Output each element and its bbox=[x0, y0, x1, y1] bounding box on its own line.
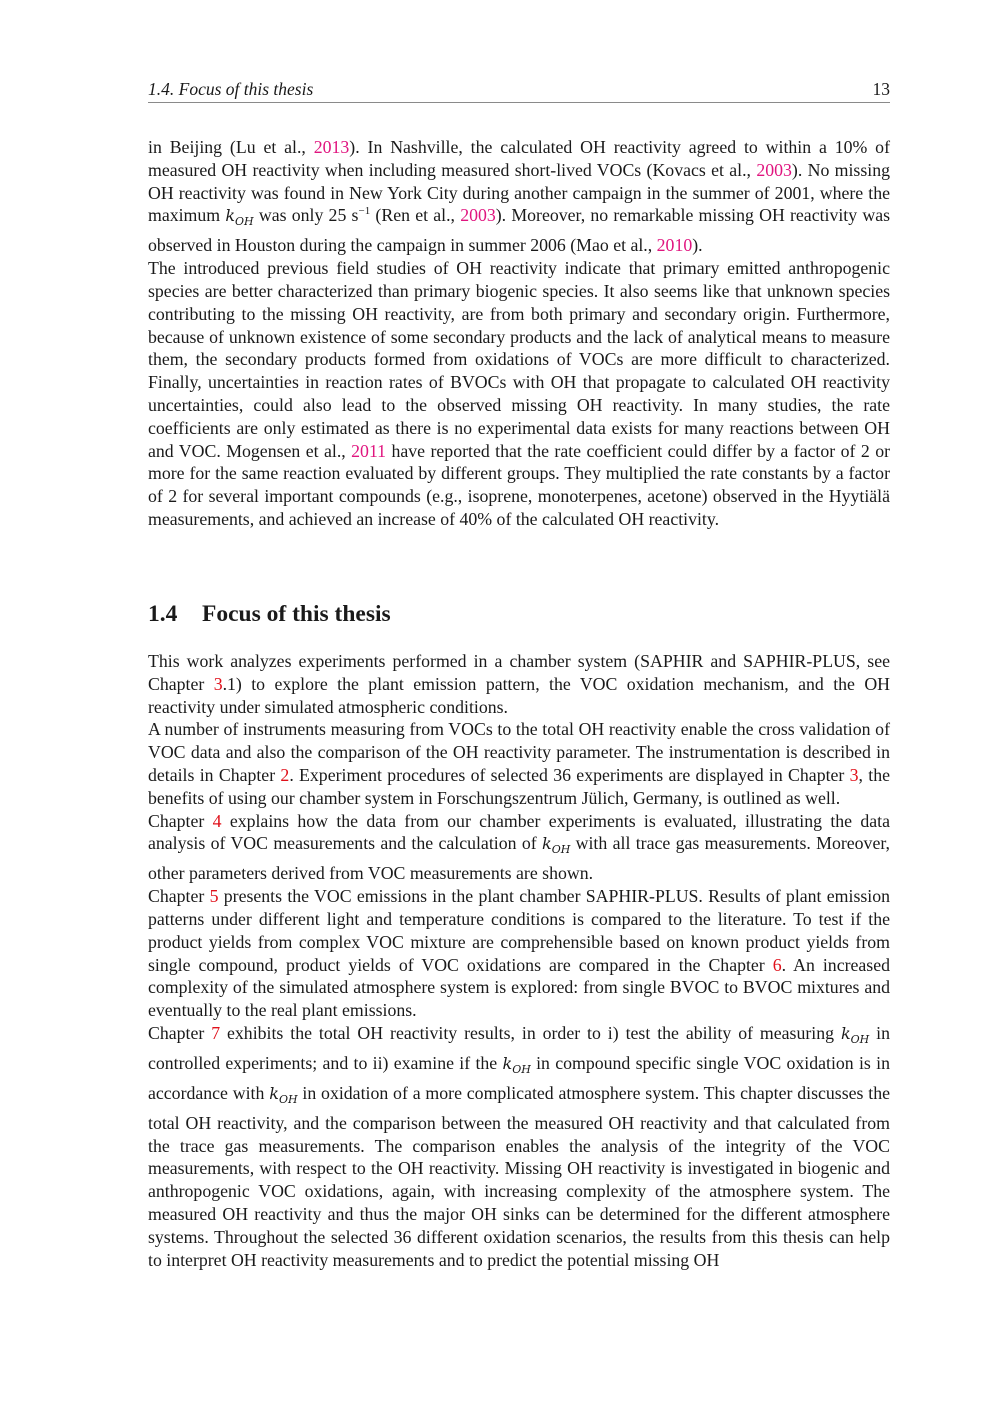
chapter-ref-3b[interactable]: 3 bbox=[849, 764, 859, 785]
page-number: 13 bbox=[872, 79, 890, 99]
citation-link-mao-2010[interactable]: 2010 bbox=[656, 235, 693, 256]
citation-link-kovacs-2003[interactable]: 2003 bbox=[756, 159, 792, 180]
chapter-ref-6[interactable]: 6 bbox=[772, 954, 782, 975]
citation-link-ren-2003[interactable]: 2003 bbox=[460, 205, 496, 226]
math-k-oh: $k_{OH}$ bbox=[502, 1053, 531, 1077]
section-heading bbox=[148, 601, 391, 628]
paragraph-field-studies-end: in Beijing (Lu et al., 2013). In Nashville, the calculated OH reactivity agreed to within a 10% of measured OH reactivity when including measured short-lived VOCs (Kovacs et al., 2003). No missing OH reactivity was found in New York City during another campaign in the summer of 2001, where the maximum $k_{OH}$ was only 25 $s^{-1}$ (Ren et al., 2003). Moreover, no remarkable missing OH reactivity was observed in Houston during the campaign in summer 2006 (Mao et al., 2010). bbox=[148, 137, 891, 256]
section-title: Focus of this thesis bbox=[202, 601, 391, 627]
math-k-oh: $k_{OH}$ bbox=[840, 1023, 870, 1047]
section-number: 1.4 bbox=[148, 601, 178, 627]
paragraph-overview: This work analyzes experiments performed in a chamber system (SAPHIR and SAPHIR-PLUS, see Chapter 3.1) to explore the plant emission pattern, the VOC oxidation mechanism, and the OH reactivity under simulated atmospheric conditions. bbox=[148, 651, 891, 717]
chapter-ref-3[interactable]: 3 bbox=[213, 673, 223, 694]
chapter-ref-4[interactable]: 4 bbox=[212, 810, 222, 831]
paragraph-chapter-4: Chapter 4 explains how the data from our chamber experiments is evaluated, illustrating the data analysis of VOC measurements and the calculation of $k_{OH}$ with all trace gas measurements. Moreover, other parameters derived from VOC measurements are shown. bbox=[148, 810, 890, 884]
citation-link-lu-2013[interactable]: 2013 bbox=[313, 137, 350, 157]
section-body bbox=[148, 650, 890, 1271]
chapter-ref-2[interactable]: 2 bbox=[280, 764, 290, 785]
paragraph-missing-reactivity-summary: The introduced previous field studies of OH reactivity indicate that primary emitted anthropogenic species are better characterized than primary biogenic species. It also seems like that unknown species contributing to the missing OH reactivity, are from both primary and secondary origin. Furthermore, because of unknown existence of some secondary products and the lack of analytical means to measure them, the secondary products formed from oxidations of VOCs are more difficult to characterized. Finally, uncertainties in reaction rates of BVOCs with OH that propagate to calculated OH reactivity uncertainties, could also lead to the observed missing OH reactivity. In many studies, the rate coefficients are only estimated as there is no experimental data exists for many reactions between OH and VOC. Mogensen et al., 2011 have reported that the rate coefficient could differ by a factor of 2 or more for the same reaction evaluated by different groups. They multiplied the rate constants by a factor of 2 for several important compounds (e.g., isoprene, monoterpenes, acetone) observed in the Hyytiälä measurements, and achieved an increase of 40% of the calculated OH reactivity. bbox=[148, 258, 891, 529]
citation-link-mogensen-2011[interactable]: 2011 bbox=[351, 440, 387, 461]
chapter-ref-7[interactable]: 7 bbox=[211, 1022, 221, 1043]
paragraph-instruments: A number of instruments measuring from VOCs to the total OH reactivity enable the cross validation of VOC data and also the comparison of the OH reactivity parameter. The instrumentation is described in details in Chapter 2. Experiment procedures of selected 36 experiments are displayed in Chapter 3, the benefits of using our chamber system in Forschungszentrum Jülich, Germany, is outlined as well. bbox=[148, 719, 890, 808]
math-k-oh: $k_{OH}$ bbox=[541, 834, 571, 857]
running-header bbox=[148, 78, 890, 103]
previous-section-text bbox=[148, 136, 890, 531]
chapter-ref-5[interactable]: 5 bbox=[209, 886, 219, 907]
paragraph-chapter-5-6: Chapter 5 presents the VOC emissions in the plant chamber SAPHIR-PLUS. Results of plant emission patterns under different light and temperature conditions is compared to the literature. To test if the product yields from complex VOC mixture are comprehensible based on known product yields from single compound, product yields of VOC oxidations are compared in the Chapter 6. An increased complexity of the simulated atmosphere system is explored: from single BVOC to BVOC mixtures and eventually to the real plant emissions. bbox=[148, 886, 891, 1021]
math-k-oh: $k_{OH}$ bbox=[225, 206, 254, 229]
paragraph-chapter-7: Chapter 7 exhibits the total OH reactivity results, in order to i) test the ability of measuring $k_{OH}$ in controlled experiments; and to ii) examine if the $k_{OH}$ in compound specific single VOC oxidation is in accordance with $k_{OH}$ in oxidation of a more complicated atmosphere system. This chapter discusses the total OH reactivity, and the comparison between the measured OH reactivity and that calculated from the trace gas measurements. The comparison enables the analysis of the integrity of the VOC measurements, with respect to the OH reactivity. Missing OH reactivity is investigated in biogenic and anthropogenic VOC oxidations, again, with increasing complexity of the atmosphere system. The measured OH reactivity and thus the major OH sinks can be determined for the different atmosphere systems. Throughout the selected 36 different oxidation scenarios, the results from this thesis can help to interpret OH reactivity measurements and to predict the potential missing OH bbox=[148, 1022, 891, 1270]
running-title: 1.4. Focus of this thesis bbox=[148, 79, 314, 99]
math-k-oh: $k_{OH}$ bbox=[269, 1083, 298, 1107]
